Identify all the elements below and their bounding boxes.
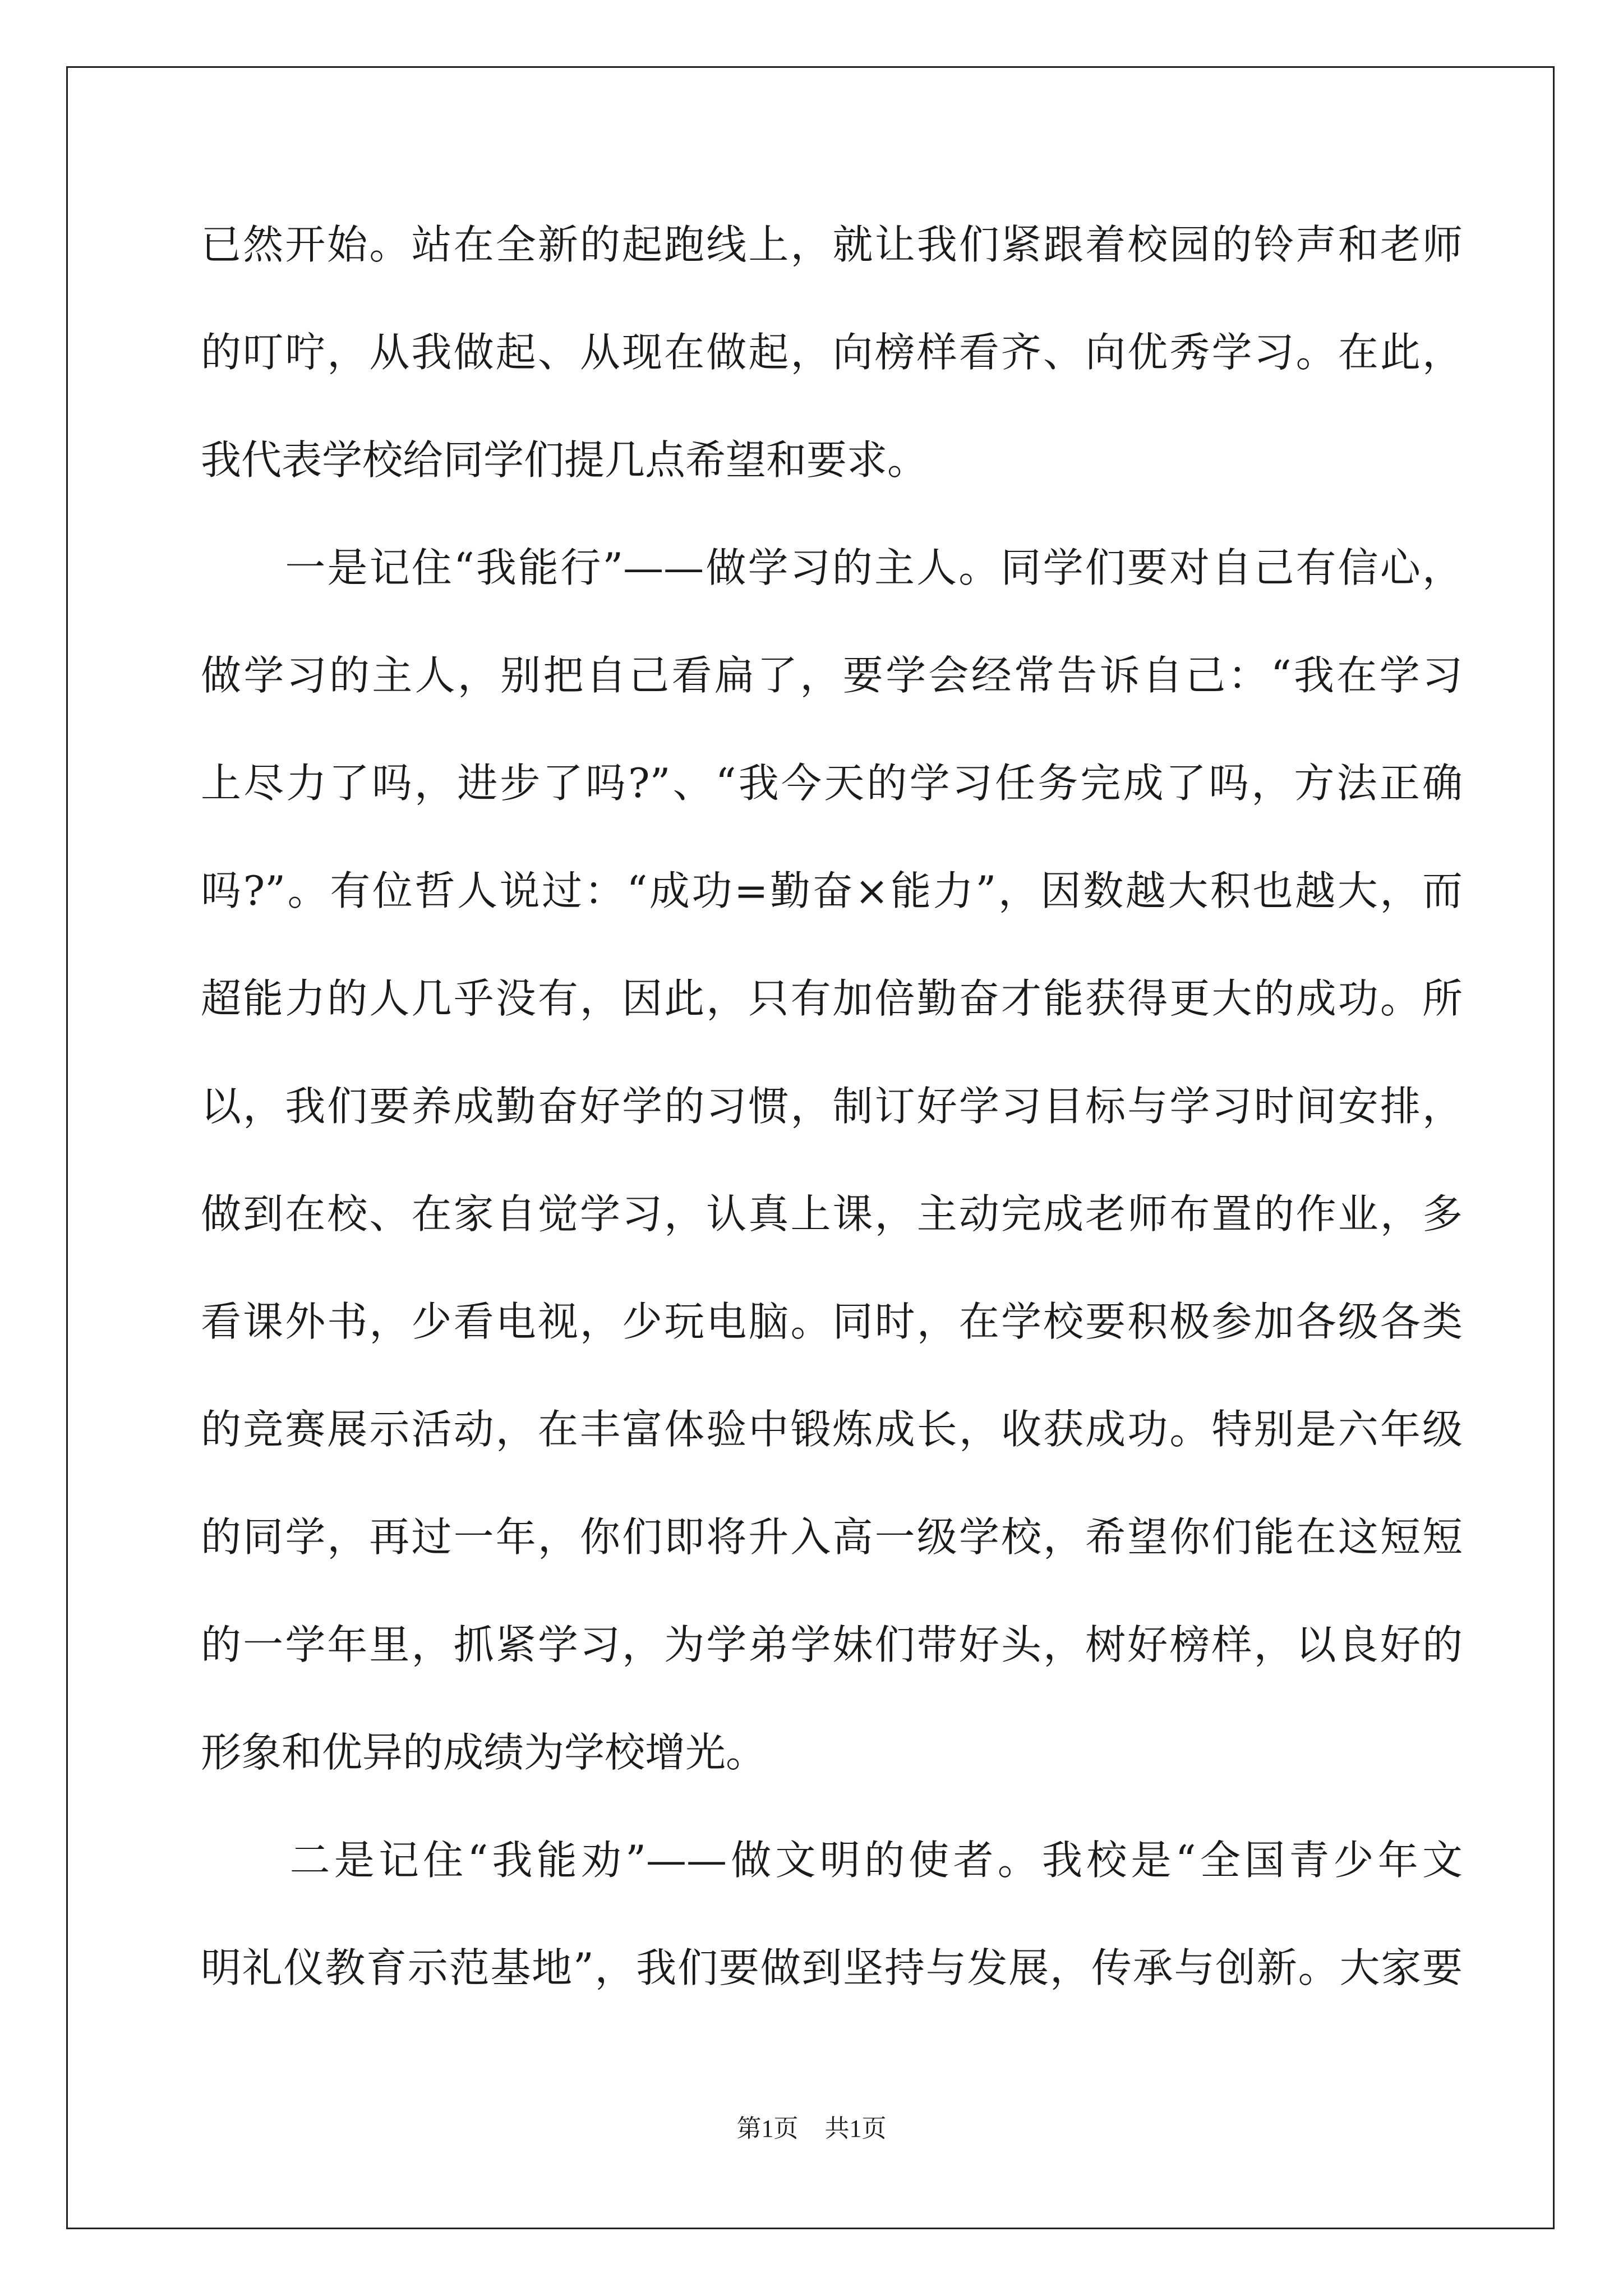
text-line: 的同学，再过一年，你们即将升入高一级学校，希望你们能在这短短	[201, 1513, 1463, 1561]
text-line: 做学习的主人，别把自己看扁了，要学会经常告诉自己：“我在学习	[201, 652, 1463, 699]
text-line: 我代表学校给同学们提几点希望和要求。	[201, 436, 928, 484]
page-footer	[0, 2108, 1623, 2144]
page-number: 第1页	[736, 2115, 799, 2142]
text-line: 以，我们要养成勤奋好学的习惯，制订好学习目标与学习时间安排，	[201, 1083, 1463, 1130]
text-line: 明礼仪教育示范基地”，我们要做到坚持与发展，传承与创新。大家要	[201, 1944, 1463, 1991]
document-body	[201, 214, 1463, 2045]
text-line: 做到在校、在家自觉学习，认真上课，主动完成老师布置的作业，多	[201, 1190, 1463, 1237]
text-line: 的叮咛，从我做起、从现在做起，向榜样看齐、向优秀学习。在此，	[201, 329, 1463, 376]
text-line: 上尽力了吗，进步了吗?”、“我今天的学习任务完成了吗，方法正确	[201, 760, 1463, 807]
text-line: 吗?”。有位哲人说过：“成功=勤奋×能力”，因数越大积也越大，而	[201, 867, 1463, 914]
text-line: 的竞赛展示活动，在丰富体验中锻炼成长，收获成功。特别是六年级	[201, 1406, 1463, 1453]
text-line: 看课外书，少看电视，少玩电脑。同时，在学校要积极参加各级各类	[201, 1298, 1463, 1345]
text-line: 已然开始。站在全新的起跑线上，就让我们紧跟着校园的铃声和老师	[201, 221, 1463, 268]
text-line: 的一学年里，抓紧学习，为学弟学妹们带好头，树好榜样，以良好的	[201, 1621, 1463, 1668]
page-total: 共1页	[824, 2115, 887, 2142]
text-line: 二是记住“我能劝”——做文明的使者。我校是“全国青少年文	[201, 1837, 1463, 1884]
text-line: 一是记住“我能行”——做学习的主人。同学们要对自己有信心，	[201, 544, 1463, 591]
text-line: 超能力的人几乎没有，因此，只有加倍勤奋才能获得更大的成功。所	[201, 975, 1463, 1022]
text-line: 形象和优异的成绩为学校增光。	[201, 1729, 767, 1776]
